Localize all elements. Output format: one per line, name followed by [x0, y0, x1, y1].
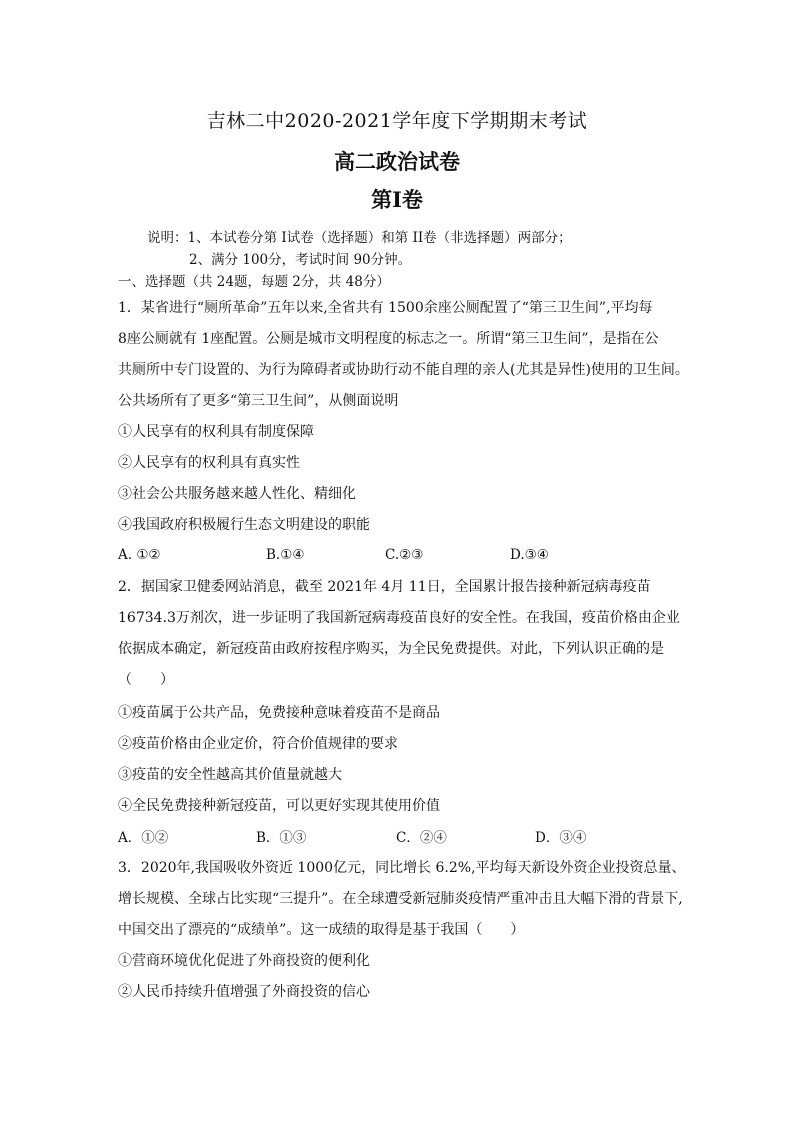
- option-d[interactable]: D．③④: [535, 830, 587, 846]
- question-stem-line: 16734.3万剂次，进一步证明了我国新冠病毒疫苗良好的安全性。在我国，疫苗价格由企业: [118, 610, 680, 626]
- question-stem-line: 增长规模、全球占比实现“三提升”。在全球遭受新冠肺炎疫情严重冲击且大幅下滑的背景下,: [118, 891, 683, 907]
- statement-item: ①人民享有的权利具有制度保障: [118, 424, 314, 440]
- question-stem-line: （ ）: [118, 672, 174, 688]
- question-stem-line: 公共场所有了更多“第三卫生间”，从侧面说明: [118, 393, 399, 409]
- instruction-line: 说明：1、本试卷分第 I试卷（选择题）和第 II卷（非选择题）两部分；: [147, 230, 572, 246]
- statement-item: ①疫苗属于公共产品，免费接种意味着疫苗不是商品: [118, 705, 440, 721]
- section-title: 一、选择题（共 24题，每题 2分，共 48分）: [118, 274, 390, 290]
- option-b[interactable]: B．①③: [256, 830, 307, 846]
- option-a[interactable]: A．①②: [118, 830, 169, 846]
- option-d[interactable]: D.③④: [510, 547, 549, 563]
- option-c[interactable]: C．②④: [396, 830, 447, 846]
- question-stem-line: 中国交出了漂亮的“成绩单”。这一成绩的取得是基于我国（ ）: [118, 922, 525, 938]
- volume-title: 第Ⅰ卷: [371, 187, 423, 212]
- statement-item: ④我国政府积极履行生态文明建设的职能: [118, 517, 370, 533]
- statement-item: ②疫苗价格由企业定价，符合价值规律的要求: [118, 736, 398, 752]
- question-stem-line: 依据成本确定，新冠疫苗由政府按程序购买，为全民免费提供。对此，下列认识正确的是: [118, 641, 664, 657]
- option-c[interactable]: C.②③: [385, 547, 424, 563]
- question-stem-line: 3．2020年,我国吸收外资近 1000亿元，同比增长 6.2%,平均每天新设外资企业投资总量、: [118, 860, 686, 876]
- option-a[interactable]: A. ①②: [118, 547, 161, 563]
- statement-item: ②人民币持续升值增强了外商投资的信心: [118, 984, 370, 1000]
- question-stem-line: 1．某省进行“厕所革命”五年以来,全省共有 1500余座公厕配置了“第三卫生间”,平均每: [118, 300, 653, 316]
- instruction-line: 2、满分 100分，考试时间 90分钟。: [189, 252, 412, 268]
- statement-item: ①营商环境优化促进了外商投资的便利化: [118, 953, 370, 969]
- exam-title: 吉林二中2020-2021学年度下学期期末考试: [206, 110, 588, 132]
- statement-item: ③疫苗的安全性越高其价值量就越大: [118, 767, 342, 783]
- statement-item: ②人民享有的权利具有真实性: [118, 455, 300, 471]
- option-b[interactable]: B.①④: [266, 547, 305, 563]
- statement-item: ③社会公共服务越来越人性化、精细化: [118, 486, 356, 502]
- paper-title: 高二政治试卷: [334, 149, 460, 174]
- question-stem-line: 共厕所中专门设置的、为行为障碍者或协助行动不能自理的亲人(尤其是异性)使用的卫生间。: [118, 362, 689, 378]
- question-stem-line: 8座公厕就有 1座配置。公厕是城市文明程度的标志之一。所谓“第三卫生间”，是指在公: [118, 331, 659, 347]
- statement-item: ④全民免费接种新冠疫苗，可以更好实现其使用价值: [118, 798, 440, 814]
- question-stem-line: 2．据国家卫健委网站消息，截至 2021年 4月 11日，全国累计报告接种新冠病毒疫苗: [118, 579, 651, 595]
